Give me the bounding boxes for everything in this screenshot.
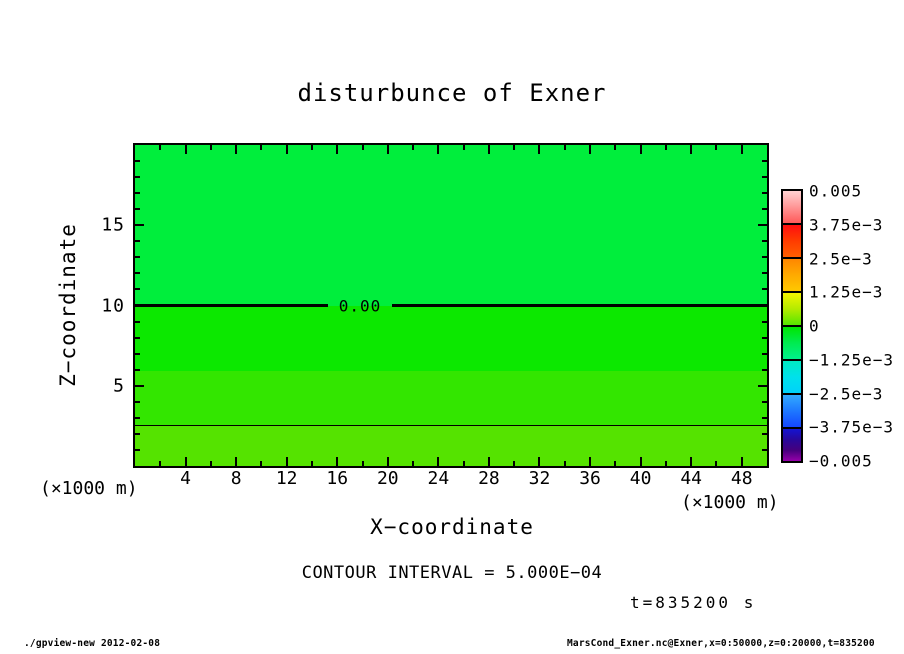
x-axis-tick xyxy=(463,145,465,150)
x-axis-tick xyxy=(589,145,591,154)
y-axis-tick xyxy=(135,256,140,258)
x-tick-label: 44 xyxy=(680,468,702,489)
y-axis-tick xyxy=(135,240,140,242)
y-axis-tick xyxy=(762,369,767,371)
x-axis-tick xyxy=(185,145,187,154)
x-axis-tick xyxy=(640,145,642,154)
y-axis-tick xyxy=(135,369,140,371)
x-tick-label: 36 xyxy=(579,468,601,489)
colorbar-segment xyxy=(783,257,801,291)
y-axis-tick xyxy=(135,321,140,323)
y-axis-tick xyxy=(135,449,140,451)
y-axis-tick xyxy=(135,433,140,435)
x-tick-label: 4 xyxy=(180,468,191,489)
x-axis-tick xyxy=(210,145,212,150)
y-axis-tick xyxy=(762,272,767,274)
y-axis-tick xyxy=(758,385,767,387)
y-tick-label: 10 xyxy=(101,295,125,316)
y-axis-tick xyxy=(135,192,140,194)
x-tick-label: 12 xyxy=(275,468,298,489)
colorbar-segment xyxy=(783,393,801,427)
x-axis-tick xyxy=(513,145,515,150)
plot-area xyxy=(133,143,769,468)
plot-title: disturbunce of Exner xyxy=(297,79,607,107)
x-axis-tick xyxy=(488,457,490,466)
x-tick-label: 24 xyxy=(427,468,450,489)
x-axis-tick xyxy=(362,461,364,466)
y-axis-tick xyxy=(762,321,767,323)
colorbar-tick-label: 0.005 xyxy=(809,181,863,201)
x-axis-tick xyxy=(437,457,439,466)
colorbar-tick-label: −2.5e−3 xyxy=(809,384,884,403)
x-axis-tick xyxy=(210,461,212,466)
x-axis-tick xyxy=(463,461,465,466)
x-tick-label: 28 xyxy=(478,468,500,489)
x-axis-tick xyxy=(311,145,313,150)
x-axis-tick xyxy=(488,145,490,154)
fill-band xyxy=(135,425,767,466)
colorbar-tick-label: 3.75e−3 xyxy=(809,215,884,235)
colorbar-tick-label: −0.005 xyxy=(809,451,873,471)
x-axis-tick xyxy=(513,461,515,466)
x-tick-label: 16 xyxy=(326,468,349,489)
x-axis-tick xyxy=(362,145,364,150)
x-axis-tick xyxy=(741,457,743,466)
contour-interval-label: CONTOUR INTERVAL = 5.000E−04 xyxy=(301,563,603,583)
x-axis-tick xyxy=(412,461,414,466)
y-axis-title: Z−coordinate xyxy=(56,223,80,387)
x-axis-tick xyxy=(336,145,338,154)
y-axis-tick xyxy=(762,208,767,210)
y-axis-tick xyxy=(762,433,767,435)
y-axis-tick xyxy=(762,288,767,290)
x-axis-tick xyxy=(437,145,439,154)
y-axis-tick xyxy=(135,305,144,307)
colorbar-tick-label: 2.5e−3 xyxy=(809,249,873,268)
colorbar-segment xyxy=(783,427,801,461)
y-axis-tick xyxy=(762,256,767,258)
x-axis-tick xyxy=(614,145,616,150)
x-axis-tick xyxy=(387,145,389,154)
x-axis-tick xyxy=(159,145,161,150)
y-axis-tick xyxy=(135,160,140,162)
x-axis-tick xyxy=(412,145,414,150)
x-axis-tick xyxy=(640,457,642,466)
y-axis-tick xyxy=(762,417,767,419)
y-axis-tick xyxy=(135,337,140,339)
y-axis-tick xyxy=(135,385,144,387)
contour-label: 0.00 xyxy=(338,296,382,315)
x-axis-tick xyxy=(665,145,667,150)
colorbar-segment xyxy=(783,325,801,359)
contour-line xyxy=(135,304,328,307)
y-axis-tick xyxy=(762,240,767,242)
x-axis-tick xyxy=(564,145,566,150)
x-axis-tick xyxy=(260,461,262,466)
x-axis-tick xyxy=(589,457,591,466)
x-axis-tick xyxy=(159,461,161,466)
colorbar-tick-label: 1.25e−3 xyxy=(809,282,884,302)
x-axis-tick xyxy=(185,457,187,466)
x-axis-tick xyxy=(286,457,288,466)
colorbar-segment xyxy=(783,359,801,393)
y-axis-tick xyxy=(135,208,140,210)
x-axis-tick xyxy=(741,145,743,154)
fill-band xyxy=(135,371,767,425)
footer-command-label: ./gpview-new 2012-02-08 xyxy=(24,638,161,649)
x-axis-tick xyxy=(235,457,237,466)
time-label: t=835200 s xyxy=(630,593,757,612)
x-tick-label: 32 xyxy=(528,468,551,489)
x-axis-tick xyxy=(235,145,237,154)
colorbar-tick-label: −3.75e−3 xyxy=(809,417,895,437)
y-axis-tick xyxy=(135,417,140,419)
x-axis-tick xyxy=(336,457,338,466)
y-axis-tick xyxy=(135,288,140,290)
x-axis-tick xyxy=(665,461,667,466)
y-axis-tick xyxy=(762,401,767,403)
y-axis-tick xyxy=(762,353,767,355)
x-tick-label: 48 xyxy=(730,468,753,489)
x-axis-tick xyxy=(690,457,692,466)
y-tick-label: 15 xyxy=(101,214,125,236)
x-tick-label: 20 xyxy=(376,468,399,489)
y-axis-units-label: (×1000 m) xyxy=(40,478,138,499)
x-tick-label: 8 xyxy=(230,468,242,489)
contour-line xyxy=(135,425,767,426)
x-axis-title: X−coordinate xyxy=(370,515,534,539)
x-axis-tick xyxy=(311,461,313,466)
x-axis-units-label: (×1000 m) xyxy=(681,492,779,513)
contour-line xyxy=(392,304,767,307)
fill-band xyxy=(135,306,767,372)
colorbar-segment xyxy=(783,291,801,325)
x-axis-tick xyxy=(538,145,540,154)
x-axis-tick xyxy=(614,461,616,466)
x-axis-tick xyxy=(387,457,389,466)
y-axis-tick xyxy=(135,401,140,403)
colorbar-segment xyxy=(783,191,801,223)
y-axis-tick xyxy=(758,305,767,307)
footer-source-label: MarsCond_Exner.nc@Exner,x=0:50000,z=0:20000,t=835200 xyxy=(567,638,875,649)
y-axis-tick xyxy=(135,176,140,178)
fill-band xyxy=(135,145,767,306)
y-axis-tick xyxy=(135,272,140,274)
colorbar-tick-label: −1.25e−3 xyxy=(809,350,895,370)
colorbar-segment xyxy=(783,223,801,257)
x-axis-tick xyxy=(564,461,566,466)
y-axis-tick xyxy=(135,224,144,226)
x-axis-tick xyxy=(715,145,717,150)
y-axis-tick xyxy=(758,224,767,226)
colorbar-tick-label: 0 xyxy=(809,316,820,336)
colorbar xyxy=(781,189,803,463)
plot-area-inner xyxy=(135,145,767,466)
y-axis-tick xyxy=(762,192,767,194)
y-tick-label: 5 xyxy=(113,375,125,397)
y-axis-tick xyxy=(762,176,767,178)
y-axis-tick xyxy=(135,353,140,355)
y-axis-tick xyxy=(762,160,767,162)
x-tick-label: 40 xyxy=(629,468,652,489)
x-axis-tick xyxy=(538,457,540,466)
y-axis-tick xyxy=(762,337,767,339)
x-axis-tick xyxy=(286,145,288,154)
y-axis-tick xyxy=(762,449,767,451)
x-axis-tick xyxy=(690,145,692,154)
x-axis-tick xyxy=(260,145,262,150)
x-axis-tick xyxy=(715,461,717,466)
